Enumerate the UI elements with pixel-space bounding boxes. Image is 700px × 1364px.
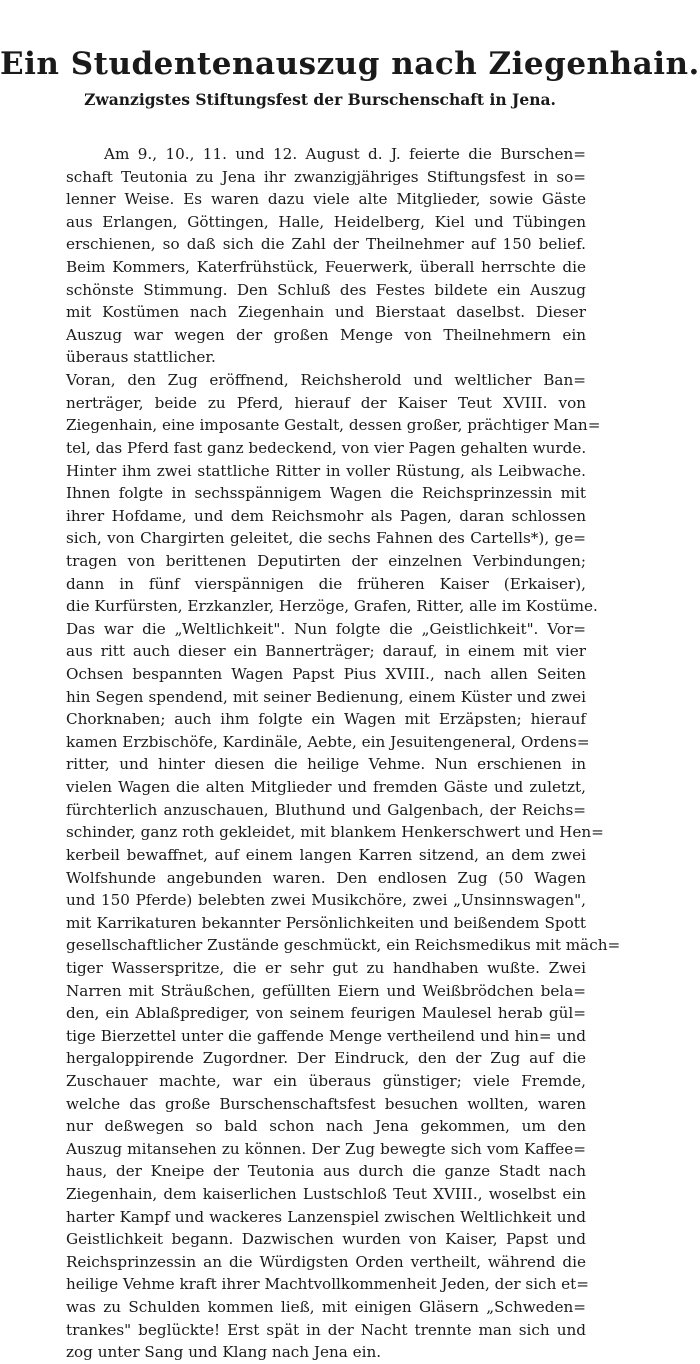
text-line: haus, der Kneipe der Teutonia aus durch die ganze Stadt nach: [66, 1162, 586, 1181]
text-line: schaft Teutonia zu Jena ihr zwanzigjähriges Stiftungsfest in so=: [66, 167, 586, 186]
text-line: Beim Kommers, Katerfrühstück, Feuerwerk, überall herrschte die: [66, 258, 586, 277]
text-line: harter Kampf und wackeres Lanzenspiel zwischen Weltlichkeit und: [66, 1207, 586, 1226]
text-line: Ihnen folgte in sechsspännigem Wagen die Reichsprinzessin mit: [66, 484, 586, 503]
text-line: was zu Schulden kommen ließ, mit einigen Gläsern „Schweden=: [66, 1298, 586, 1317]
article-title: Ein Studentenauszug nach Ziegenhain.: [0, 46, 700, 82]
text-line: Voran, den Zug eröffnend, Reichsherold und weltlicher Ban=: [66, 371, 586, 390]
text-line: erschienen, so daß sich die Zahl der Theilnehmer auf 150 belief.: [66, 235, 586, 254]
text-line: ihrer Hofdame, und dem Reichsmohr als Pagen, daran schlossen: [66, 506, 586, 525]
text-line: tiger Wasserspritze, die er sehr gut zu handhaben wußte. Zwei: [66, 958, 586, 977]
text-line: aus ritt auch dieser ein Bannerträger; darauf, in einem mit vier: [66, 642, 586, 661]
text-line: aus Erlangen, Göttingen, Halle, Heidelberg, Kiel und Tübingen: [66, 212, 586, 231]
text-line: die Kurfürsten, Erzkanzler, Herzöge, Grafen, Ritter, alle im Kostüme.: [66, 597, 598, 616]
text-line: Geistlichkeit begann. Dazwischen wurden von Kaiser, Papst und: [66, 1230, 586, 1249]
text-line: mit Kostümen nach Ziegenhain und Bierstaat daselbst. Dieser: [66, 303, 586, 322]
text-line: Das war die „Weltlichkeit". Nun folgte die „Geistlichkeit". Vor=: [66, 619, 586, 638]
text-line: den, ein Ablaßprediger, von seinem feurigen Maulesel herab gül=: [66, 1004, 586, 1023]
text-line: Narren mit Sträußchen, gefüllten Eiern und Weißbrödchen bela=: [66, 981, 586, 1000]
text-line: Ochsen bespannten Wagen Papst Pius XVIII., nach allen Seiten: [66, 665, 586, 684]
text-line: zog unter Sang und Klang nach Jena ein.: [66, 1343, 382, 1362]
text-line: Hinter ihm zwei stattliche Ritter in voller Rüstung, als Leibwache.: [66, 461, 586, 480]
text-line: hergaloppirende Zugordner. Der Eindruck, den der Zug auf die: [66, 1049, 586, 1068]
text-line: tige Bierzettel unter die gaffende Menge vertheilend und hin= und: [66, 1026, 586, 1045]
text-line: trankes" beglückte! Erst spät in der Nacht trennte man sich und: [66, 1320, 586, 1339]
text-line: gesellschaftlicher Zustände geschmückt, ein Reichsmedikus mit mäch=: [66, 936, 621, 955]
text-line: welche das große Burschenschaftsfest besuchen wollten, waren: [66, 1094, 586, 1113]
text-line: Reichsprinzessin an die Würdigsten Orden vertheilt, während die: [66, 1252, 586, 1271]
text-line: Auszug war wegen der großen Menge von Theilnehmern ein: [66, 325, 586, 344]
text-line: Ziegenhain, dem kaiserlichen Lustschloß Teut XVIII., woselbst ein: [66, 1185, 586, 1204]
text-line: tragen von berittenen Deputirten der einzelnen Verbindungen;: [66, 551, 586, 570]
text-line: Chorknaben; auch ihm folgte ein Wagen mit Erzäpsten; hierauf: [66, 710, 586, 729]
article-subtitle: Zwanzigstes Stiftungsfest der Burschenschaft in Jena.: [84, 90, 556, 109]
text-line: heilige Vehme kraft ihrer Machtvollkommenheit Jeden, der sich et=: [66, 1275, 589, 1294]
text-line: ritter, und hinter diesen die heilige Vehme. Nun erschienen in: [66, 755, 586, 774]
text-line: fürchterlich anzuschauen, Bluthund und Galgenbach, der Reichs=: [66, 800, 586, 819]
text-line: und 150 Pferde) belebten zwei Musikchöre, zwei „Unsinnswagen",: [66, 891, 586, 910]
text-line: dann in fünf vierspännigen die früheren Kaiser (Erkaiser),: [66, 574, 586, 593]
text-line: schinder, ganz roth gekleidet, mit blankem Henkerschwert und Hen=: [66, 823, 604, 842]
article-body: [66, 143, 621, 1364]
text-line: Zuschauer machte, war ein überaus günstiger; viele Fremde,: [66, 1071, 586, 1090]
text-line: tel, das Pferd fast ganz bedeckend, von vier Pagen gehalten wurde.: [66, 438, 587, 457]
text-line: kerbeil bewaffnet, auf einem langen Karren sitzend, an dem zwei: [66, 845, 586, 864]
text-line: vielen Wagen die alten Mitglieder und fremden Gäste und zuletzt,: [66, 778, 586, 797]
text-line: nerträger, beide zu Pferd, hierauf der Kaiser Teut XVIII. von: [66, 393, 586, 412]
text-line: Am 9., 10., 11. und 12. August d. J. feierte die Burschen=: [104, 145, 586, 163]
text-line: Ziegenhain, eine imposante Gestalt, dessen großer, prächtiger Man=: [66, 416, 601, 435]
text-line: schönste Stimmung. Den Schluß des Festes bildete ein Auszug: [66, 280, 586, 299]
text-line: Auszug mitansehen zu können. Der Zug bewegte sich vom Kaffee=: [66, 1139, 586, 1158]
text-line: sich, von Chargirten geleitet, die sechs Fahnen des Cartells*), ge=: [66, 529, 586, 548]
text-line: überaus stattlicher.: [66, 348, 216, 367]
text-line: mit Karrikaturen bekannter Persönlichkeiten und beißendem Spott: [66, 913, 586, 932]
text-line: lenner Weise. Es waren dazu viele alte Mitglieder, sowie Gäste: [66, 190, 586, 209]
text-line: hin Segen spendend, mit seiner Bedienung, einem Küster und zwei: [66, 687, 586, 706]
text-line: kamen Erzbischöfe, Kardinäle, Aebte, ein Jesuitengeneral, Ordens=: [66, 732, 590, 751]
text-line: Wolfshunde angebunden waren. Den endlosen Zug (50 Wagen: [66, 868, 586, 887]
text-line: nur deßwegen so bald schon nach Jena gekommen, um den: [66, 1117, 586, 1136]
